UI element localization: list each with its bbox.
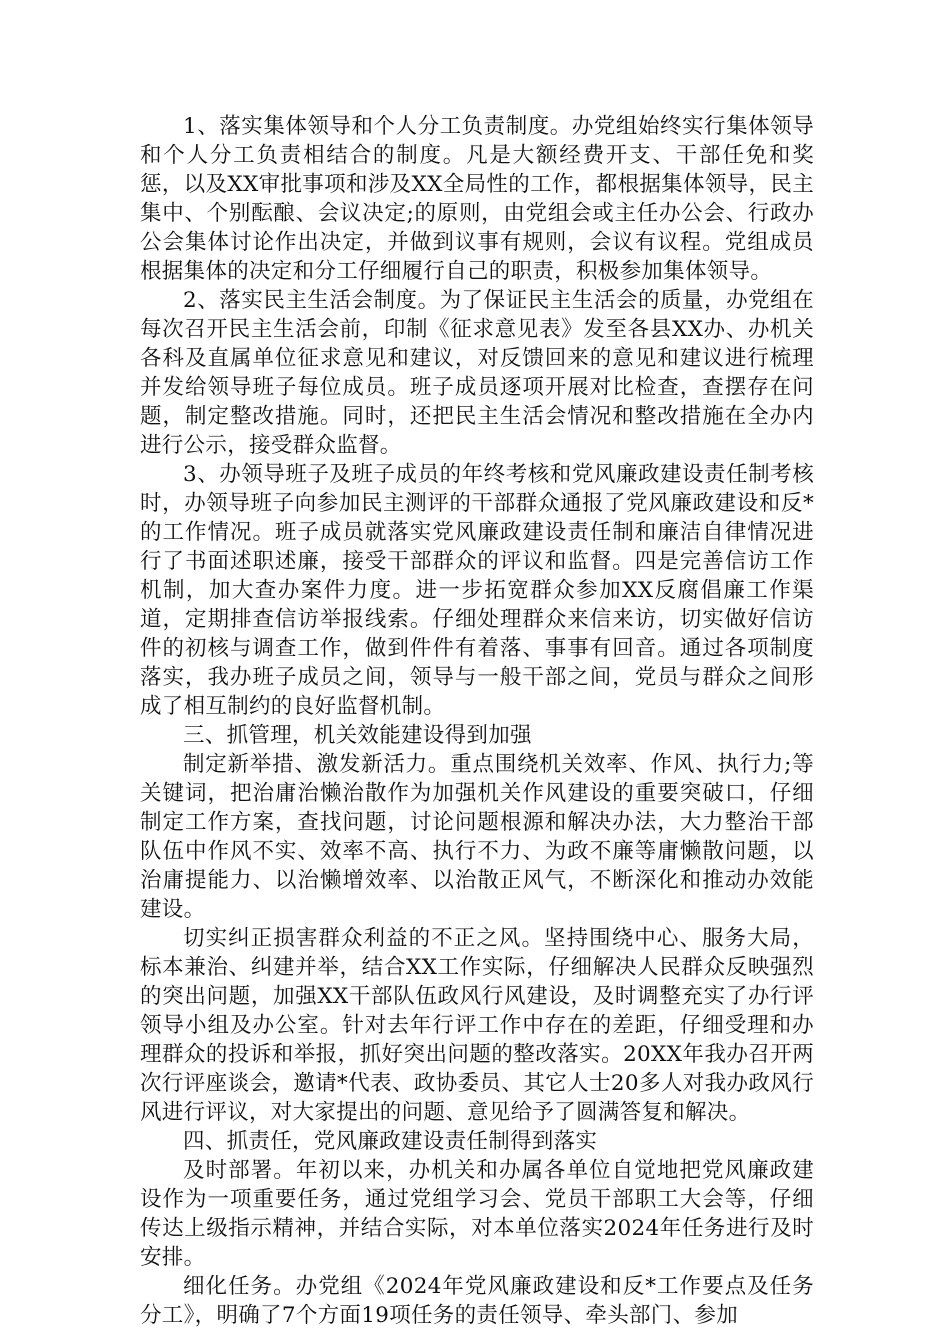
paragraph-annual-assessment: 3、办领导班子及班子成员的年终考核和党风廉政建设责任制考核时，办领导班子向参加民主测评的干部群众通报了党风廉政建设和反*的工作情况。班子成员就落实党风廉政建设责任制和廉洁自律情况进行了书面述职述廉，接受干部群众的评议和监督。四是完善信访工作机制，加大查办案件力度。进一步拓宽群众参加XX反腐倡廉工作渠道，定期排查信访举报线索。仔细处理群众来信来访，切实做好信访件的初核与调查工作，做到件件有着落、事事有回音。通过各项制度落实，我办班子成员之间，领导与一般干部之间，党员与群众之间形成了相互制约的良好监督机制。 [140,462,814,719]
paragraph-new-measures: 制定新举措、激发新活力。重点围绕机关效率、作风、执行力;等关键词，把治庸治懒治散作为加强机关作风建设的重要突破口，仔细制定工作方案，查找问题，讨论问题根源和解决办法，大力整治干部队伍中作风不实、效率不高、执行不力、为政不廉等庸懒散问题，以治庸提能力、以治懒增效率、以治散正风气，不断深化和推动办效能建设。 [140,752,814,922]
paragraph-collective-leadership: 1、落实集体领导和个人分工负责制度。办党组始终实行集体领导和个人分工负责相结合的制度。凡是大额经费开支、干部任免和奖惩，以及XX审批事项和涉及XX全局性的工作，都根据集体领导，民主集中、个别酝酿、会议决定;的原则，由党组会或主任办公会、行政办公会集体讨论作出决定，并做到议事有规则，会议有议程。党组成员根据集体的决定和分工仔细履行自己的职责，积极参加集体领导。 [140,114,814,284]
document-body [140,112,814,1330]
paragraph-democratic-life-meeting: 2、落实民主生活会制度。为了保证民主生活会的质量，办党组在每次召开民主生活会前，印制《征求意见表》发至各县XX办、办机关各科及直属单位征求意见和建议，对反馈回来的意见和建议进行梳理并发给领导班子每位成员。班子成员逐项开展对比检查，查摆存在问题，制定整改措施。同时，还把民主生活会情况和整改措施在全办内进行公示，接受群众监督。 [140,288,814,458]
paragraph-refine-tasks: 细化任务。办党组《2024年党风廉政建设和反*工作要点及任务分工》，明确了7个方面19项任务的责任领导、牵头部门、参加 [140,1274,814,1328]
paragraph-correct-unhealthy-practices: 切实纠正损害群众利益的不正之风。坚持围绕中心、服务大局，标本兼治、纠建并举，结合XX工作实际，仔细解决人民群众反映强烈的突出问题，加强XX干部队伍政风行风建设，及时调整充实了办行评领导小组及办公室。针对去年行评工作中存在的差距，仔细受理和办理群众的投诉和举报，抓好突出问题的整改落实。20XX年我办召开两次行评座谈会，邀请*代表、政协委员、其它人士20多人对我办政风行风进行评议，对大家提出的问题、意见给予了圆满答复和解决。 [140,926,814,1125]
section-heading-responsibility: 四、抓责任，党风廉政建设责任制得到落实 [183,1129,598,1154]
section-heading-management: 三、抓管理，机关效能建设得到加强 [183,723,532,748]
paragraph-timely-deployment: 及时部署。年初以来，办机关和办属各单位自觉地把党风廉政建设作为一项重要任务，通过党组学习会、党员干部职工大会等，仔细传达上级指示精神，并结合实际，对本单位落实2024年任务进行及时安排。 [140,1158,814,1270]
